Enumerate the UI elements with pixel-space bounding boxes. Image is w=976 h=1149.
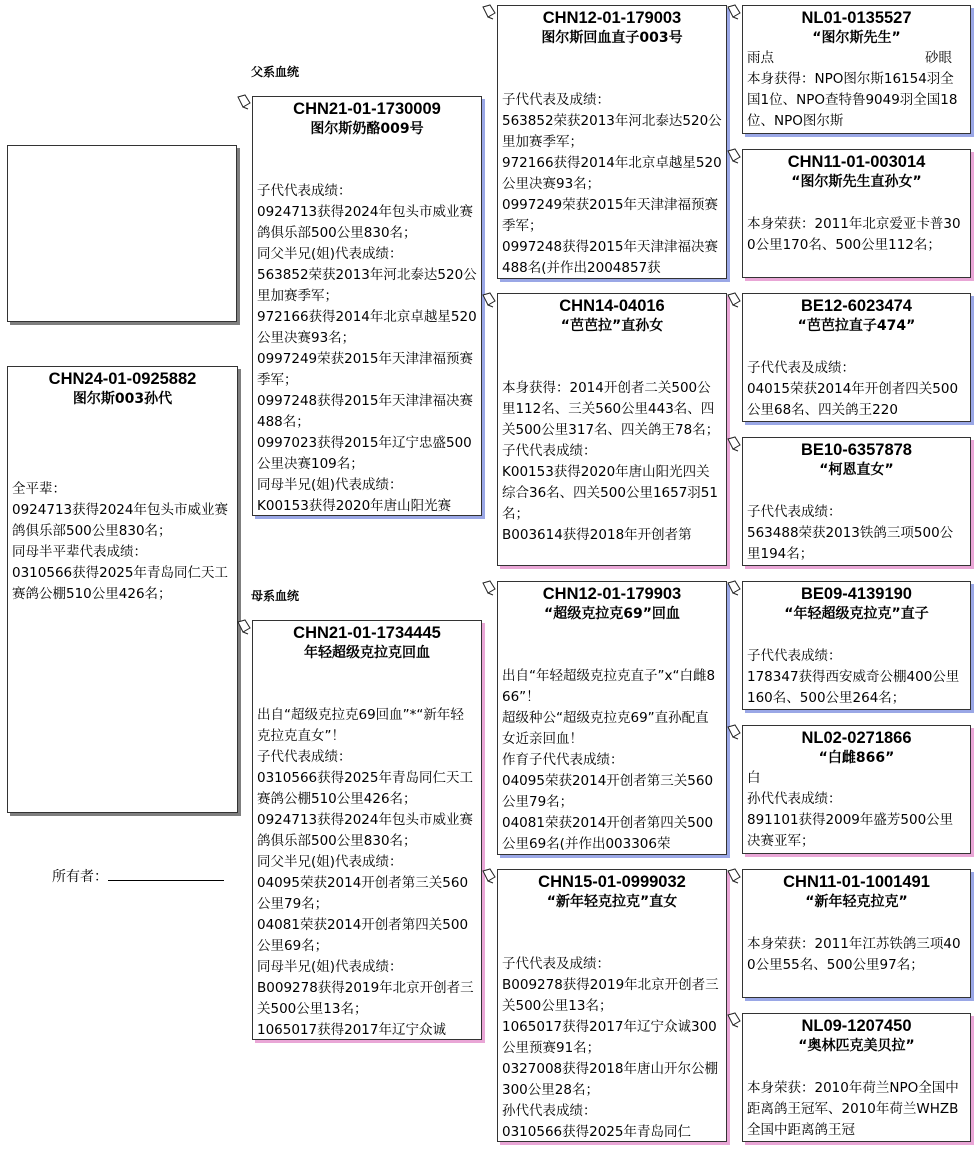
ring-icon [481, 4, 497, 20]
subject-ring-number: CHN24-01-0925882 [48, 370, 197, 388]
dam-card [252, 620, 482, 1040]
dsd-card [742, 725, 971, 854]
dsd-name: “白雌866” [818, 750, 895, 766]
ssd-ring-number: CHN11-01-003014 [787, 153, 926, 171]
sss-ring-number: NL01-0135527 [801, 9, 912, 27]
sss-color: 雨点 [747, 50, 774, 66]
sire-sire-description: 子代代表及成绩： 563852荣获2013年河北泰达520公里加赛季军； 972166获得2014年北京卓越星520公里决赛93名； 0997249荣获2015年天津津福预赛季军； 0997248获得2015年天津津福决赛488名(并作出2004857获 [502, 92, 722, 276]
dam-dam-ring-number: CHN15-01-0999032 [538, 873, 686, 891]
dam-sire-ring-number: CHN12-01-179903 [542, 585, 682, 603]
sire-section-label: 父系血统 [251, 65, 300, 79]
ddd-description: 本身荣获：2010年荷兰NPO全国中距离鸽王冠军、2010年荷兰WHZB全国中距离鸽王冠 [747, 1080, 959, 1138]
ddd-name: “奥林匹克美贝拉” [798, 1038, 915, 1054]
ring-icon [726, 724, 742, 740]
owner-label: 所有者： [52, 869, 108, 885]
ssd-card [742, 149, 971, 278]
dss-description: 子代代表成绩： 178347获得西安威奇公棚400公里160名、500公里264名； [747, 648, 960, 706]
dam-section-label: 母系血统 [251, 589, 300, 603]
dds-ring-number: CHN11-01-1001491 [783, 873, 930, 891]
sds-name: “芭芭拉直子474” [797, 318, 916, 334]
owner-underline [108, 869, 224, 881]
ring-icon [236, 619, 252, 635]
pigeon-photo [7, 145, 237, 322]
dam-name: 年轻超级克拉克回血 [304, 645, 430, 661]
ring-icon [236, 94, 252, 110]
ring-icon [726, 148, 742, 164]
sds-ring-number: BE12-6023474 [800, 297, 912, 315]
ring-icon [481, 868, 497, 884]
subject-description: 全平辈： 0924713获得2024年包头市威业赛鸽俱乐部500公里830名； 同母半平辈代表成绩： 0310566获得2025年青岛同仁天工赛鸽公棚510公里426名； [12, 481, 228, 602]
sire-name: 图尔斯奶酪009号 [310, 121, 424, 137]
sire-ring-number: CHN21-01-1730009 [293, 100, 441, 118]
subject-name: 图尔斯003孙代 [72, 391, 173, 407]
ring-icon [481, 292, 497, 308]
ring-icon [726, 292, 742, 308]
ddd-ring-number: NL09-1207450 [801, 1017, 912, 1035]
dam-dam-name: “新年轻克拉克”直女 [546, 894, 678, 910]
dsd-description: 白 孙代代表成绩： 891101获得2009年盛芳500公里决赛亚军； [747, 770, 954, 849]
sdd-card [742, 437, 971, 566]
dam-description: 出自“超级克拉克69回血”*“新年轻克拉克直女”！ 子代代表成绩： 0310566获得2025年青岛同仁天工赛鸽公棚510公里426名； 0924713获得2024年包头市威业赛鸽俱乐部500公里830名； 同父半兄(姐)代表成绩： 04095荣获2014开创者第三关560公里79名； 04081荣获2014开创者第四关500公里69名； 同母半兄(姐)代表成绩： B009278获得2019年北京开创者三关500公里13名； 1065017获得2017年辽宁众诚 [257, 707, 474, 1038]
sire-card [252, 96, 482, 516]
sss-color-eye [743, 48, 970, 69]
sdd-description: 子代代表成绩： 563488荣获2013铁鸽三项500公里194名； [747, 504, 954, 562]
dds-description: 本身荣获：2011年江苏铁鸽三项400公里55名、500公里97名； [747, 936, 961, 973]
sire-sire-ring-number: CHN12-01-179003 [542, 9, 682, 27]
sss-description: 本身获得：NPO图尔斯16154羽全国1位、NPO查特鲁9049羽全国18位、NPO图尔斯 [747, 71, 958, 129]
ring-icon [481, 580, 497, 596]
sire-description: 子代代表成绩： 0924713获得2024年包头市威业赛鸽俱乐部500公里830名； 同父半兄(姐)代表成绩： 563852荣获2013年河北泰达520公里加赛季军； 972166获得2014年北京卓越星520公里决赛93名； 0997249荣获2015年天津津福预赛季军； 0997248获得2015年天津津福决赛488名； 0997023获得2015年辽宁忠盛500公里决赛109名； 同母半兄(姐)代表成绩： K00153获得2020年唐山阳光赛 [257, 183, 477, 514]
ssd-description: 本身荣获：2011年北京爱亚卡普300公里170名、500公里112名； [747, 216, 961, 253]
sds-description: 子代代表及成绩： 04015荣获2014年开创者四关500公里68名、四关鸽王220 [747, 360, 959, 418]
ring-icon [726, 580, 742, 596]
ring-icon [726, 868, 742, 884]
dam-sire-card [497, 581, 727, 855]
sds-card [742, 293, 971, 422]
ddd-card [742, 1013, 971, 1142]
sss-name: “图尔斯先生” [812, 30, 901, 46]
dam-ring-number: CHN21-01-1734445 [293, 624, 441, 642]
ring-icon [726, 1012, 742, 1028]
dam-sire-name: “超级克拉克69”回血 [544, 606, 680, 622]
ring-icon [726, 4, 742, 20]
dss-card [742, 581, 971, 710]
sdd-name: “柯恩直女” [819, 462, 894, 478]
ssd-name: “图尔斯先生直孙女” [791, 174, 922, 190]
dam-dam-card [497, 869, 727, 1142]
dss-name: “年轻超级克拉克”直子 [784, 606, 929, 622]
sss-card [742, 5, 971, 134]
sire-dam-card [497, 293, 727, 566]
sire-dam-name: “芭芭拉”直孙女 [560, 318, 664, 334]
sire-dam-description: 本身获得：2014开创者二关500公里112名、三关560公里443名、四关500公里317名、四关鸽王78名； 子代代表成绩： K00153获得2020年唐山阳光四关综合36名、四关500公里1657羽51名； B003614获得2018年开创者第 [502, 380, 720, 543]
dds-card [742, 869, 971, 998]
dam-dam-description: 子代代表及成绩： B009278获得2019年北京开创者三关500公里13名； 1065017获得2017年辽宁众诚300公里预赛91名； 0327008获得2018年唐山开尔公棚300公里28名； 孙代代表成绩： 0310566获得2025年青岛同仁 [502, 956, 719, 1140]
sire-dam-ring-number: CHN14-04016 [559, 297, 665, 315]
owner-field [52, 866, 224, 886]
dsd-ring-number: NL02-0271866 [801, 729, 912, 747]
dss-ring-number: BE09-4139190 [800, 585, 912, 603]
dds-name: “新年轻克拉克” [805, 894, 908, 910]
sire-sire-name: 图尔斯回血直子003号 [541, 30, 683, 46]
sdd-ring-number: BE10-6357878 [800, 441, 912, 459]
dam-sire-description: 出自“年轻超级克拉克直子”x“白雌866”！ 超级种公“超级克拉克69”直孙配直女近亲回血！ 作育子代代表成绩： 04095荣获2014开创者第三关560公里79名； 04081荣获2014开创者第四关500公里69名(并作出003306荣 [502, 668, 716, 852]
subject-card [7, 366, 238, 813]
sss-eye: 砂眼 [925, 50, 952, 66]
sire-sire-card [497, 5, 727, 279]
ring-icon [726, 436, 742, 452]
